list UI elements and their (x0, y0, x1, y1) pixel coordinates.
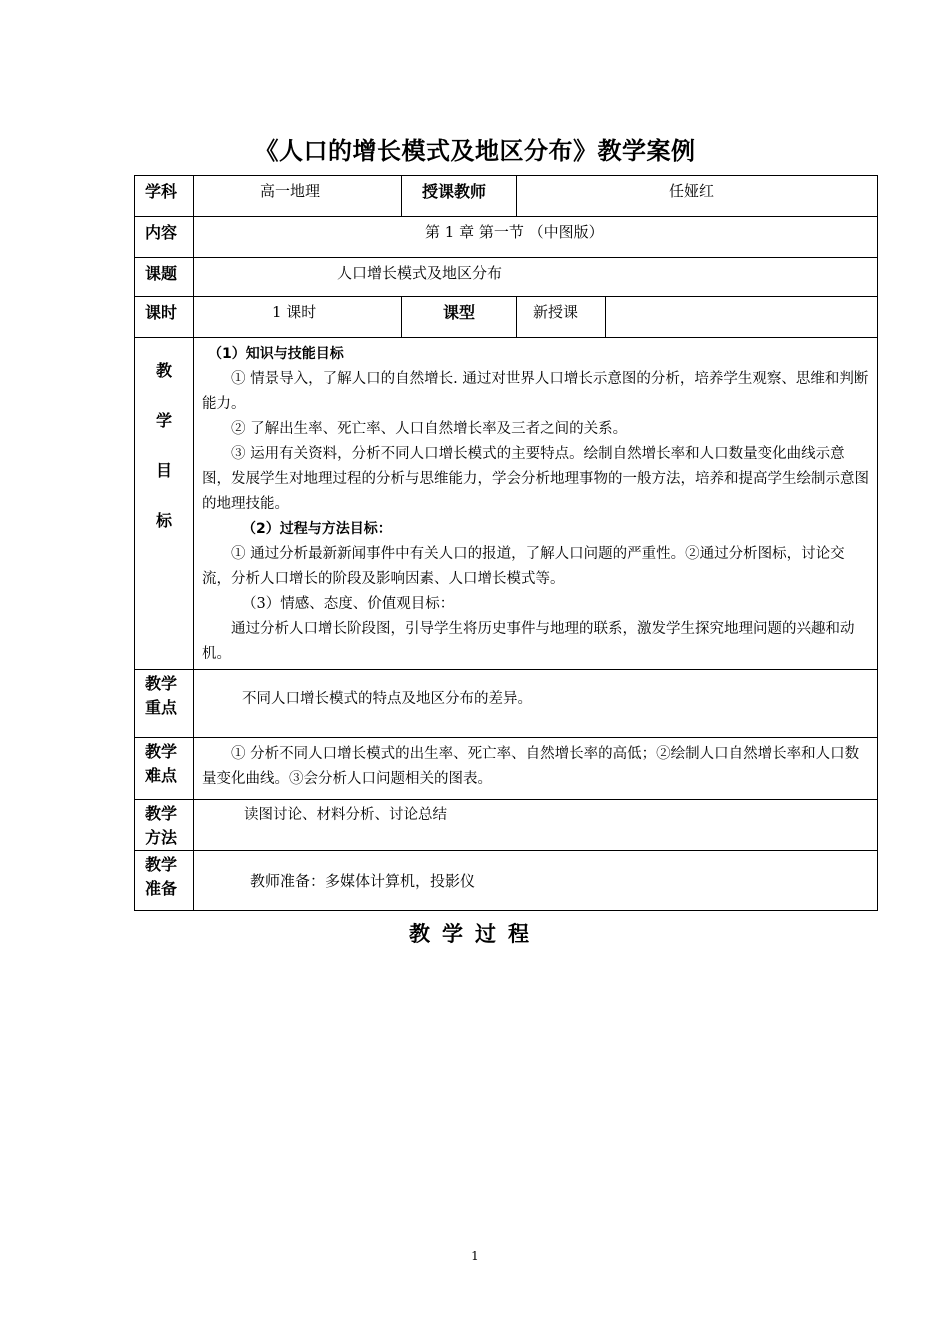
row-key-points (135, 670, 878, 738)
objectives-label-char: 学 (155, 411, 172, 430)
topic-label: 课题 (135, 258, 194, 297)
label-line: 方法 (145, 828, 178, 847)
hours-label: 课时 (135, 297, 194, 338)
objectives-label-char: 教 (155, 361, 172, 380)
teacher-value: 任娅红 (517, 176, 878, 217)
row-content (135, 217, 878, 258)
objective-item: ② 了解出生率、死亡率、人口自然增长率及三者之间的关系。 (231, 421, 628, 437)
objectives-content (194, 338, 878, 670)
label-line: 教学 (145, 855, 178, 874)
lesson-info-table (134, 175, 878, 911)
subject-label: 学科 (135, 176, 194, 217)
hours-value: 1 课时 (194, 297, 402, 338)
label-line: 重点 (145, 698, 178, 717)
objective-item: ① 情景导入，了解人口的自然增长. 通过对世界人口增长示意图的分析，培养学生观察、思维和判断能力。 (202, 371, 869, 412)
type-label: 课型 (402, 297, 517, 338)
preparation-label (135, 851, 194, 911)
type-empty-cell (606, 297, 878, 338)
content-value: 第 1 章 第一节 （中图版） (194, 217, 878, 258)
preparation-text: 教师准备：多媒体计算机，投影仪 (194, 851, 878, 911)
methods-text: 读图讨论、材料分析、讨论总结 (194, 800, 878, 851)
topic-value: 人口增长模式及地区分布 (194, 258, 878, 297)
objective-item: ① 通过分析最新新闻事件中有关人口的报道，了解人口问题的严重性。②通过分析图标，讨论交流，分析人口增长的阶段及影响因素、人口增长模式等。 (202, 546, 845, 587)
row-subject (135, 176, 878, 217)
key-points-text: 不同人口增长模式的特点及地区分布的差异。 (194, 670, 878, 738)
difficulties-label (135, 738, 194, 800)
label-line: 准备 (145, 879, 178, 898)
row-difficulties (135, 738, 878, 800)
row-topic (135, 258, 878, 297)
type-value: 新授课 (517, 297, 606, 338)
section-heading: 教学过程 (409, 922, 541, 946)
label-line: 难点 (145, 766, 178, 785)
methods-label (135, 800, 194, 851)
page-number: 1 (471, 1249, 479, 1263)
row-hours (135, 297, 878, 338)
row-objectives (135, 338, 878, 670)
label-line: 教学 (145, 742, 178, 761)
label-line: 教学 (145, 674, 178, 693)
subject-value: 高一地理 (194, 176, 402, 217)
key-points-label (135, 670, 194, 738)
objectives-label-char: 目 (155, 461, 172, 480)
row-preparation (135, 851, 878, 911)
objective-heading-attitude: （3）情感、态度、价值观目标： (242, 596, 455, 612)
teacher-label: 授课教师 (402, 176, 517, 217)
difficulties-text: ① 分析不同人口增长模式的出生率、死亡率、自然增长率的高低；②绘制人口自然增长率和人口数量变化曲线。③会分析人口问题相关的图表。 (194, 738, 878, 800)
objective-heading-process: （2）过程与方法目标： (242, 521, 392, 537)
objective-heading-knowledge: （1）知识与技能目标 (208, 346, 344, 362)
objective-item: ③ 运用有关资料，分析不同人口增长模式的主要特点。绘制自然增长率和人口数量变化曲线示意图，发展学生对地理过程的分析与思维能力，学会分析地理事物的一般方法，培养和提高学生绘制示意图的地理技能。 (202, 446, 869, 512)
content-label: 内容 (135, 217, 194, 258)
objectives-label (135, 338, 194, 670)
document-title: 《人口的增长模式及地区分布》教学案例 (254, 137, 696, 165)
objective-item: 通过分析人口增长阶段图，引导学生将历史事件与地理的联系，激发学生探究地理问题的兴趣和动机。 (202, 621, 855, 662)
label-line: 教学 (145, 804, 178, 823)
objectives-label-char: 标 (155, 511, 172, 530)
row-methods (135, 800, 878, 851)
